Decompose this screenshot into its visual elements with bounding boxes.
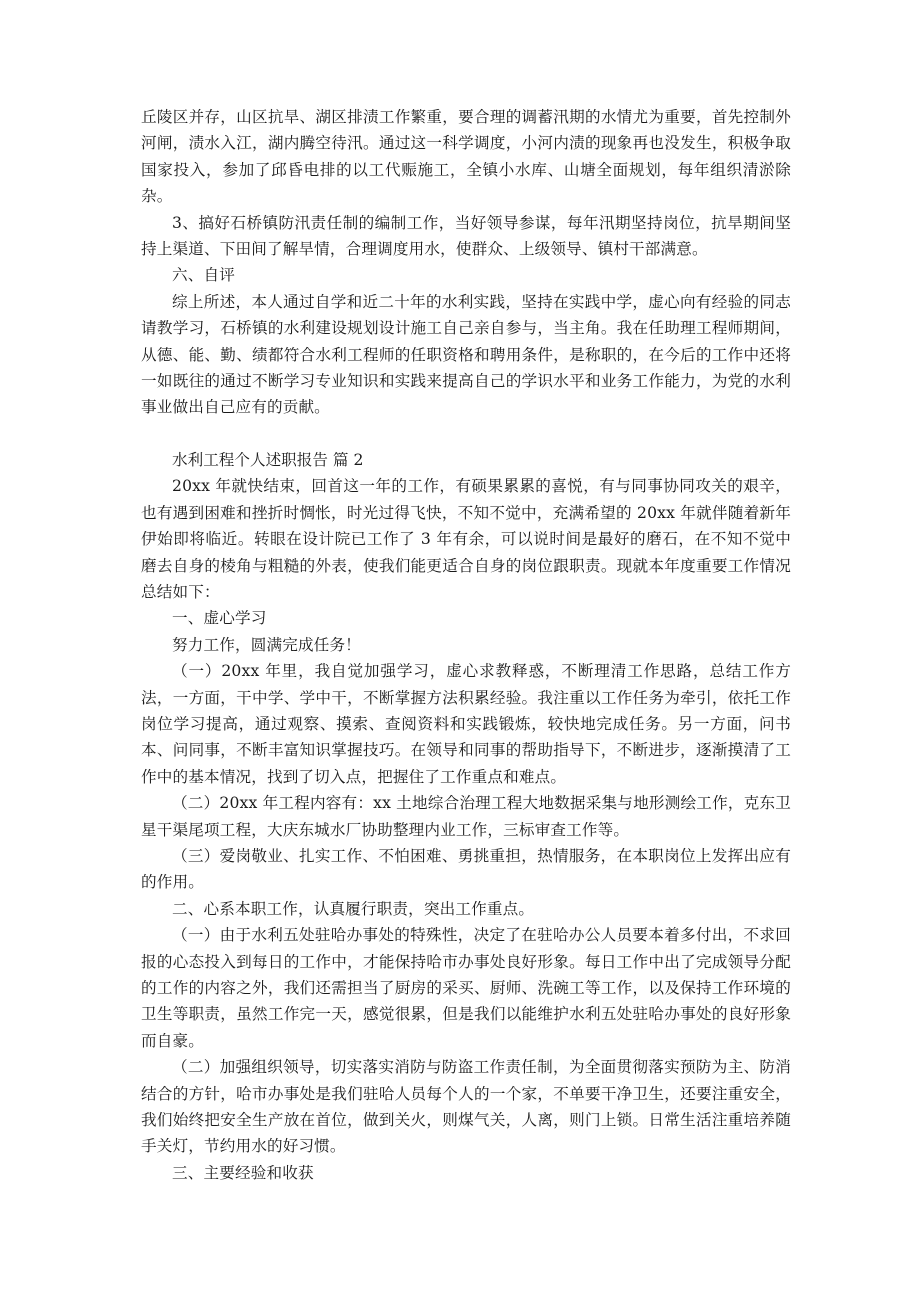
paragraph-duties-1: （一）由于水利五处驻哈办事处的特殊性，决定了在驻哈办公人员要本着多付出，不求回报的心态投入到每日的工作中，才能保持哈市办事处良好形象。每日工作中出了完成领导分配的工作的内容之外，我们还需担当了厨房的采买、厨师、洗碗工等工作，以及保持工作环境的卫生等职责，虽然工作完一天，感觉很累，但是我们以能维护水利五处驻哈办事处的良好形象而自豪。: [141, 926, 791, 1050]
paragraph-learning-1: （一）20xx 年里，我自觉加强学习，虚心求教释惑，不断理清工作思路，总结工作方法，一方面，干中学、学中干，不断掌握方法积累经验。我注重以工作任务为牵引，依托工作岗位学习提高，通过观察、摸索、查阅资料和实践锻炼，较快地完成任务。另一方面，问书本、问同事，不断丰富知识掌握技巧。在领导和同事的帮助指导下，不断进步，逐渐摸清了工作中的基本情况，找到了切入点，把握住了工作重点和难点。: [141, 662, 791, 786]
heading-experience: 三、主要经验和收获: [172, 1163, 314, 1182]
paragraph-summary: 综上所述，本人通过自学和近二十年的水利实践，坚持在实践中学，虚心向有经验的同志请教学习，石桥镇的水利建设规划设计施工自己亲自参与，当主角。我在任助理工程师期间，从德、能、勤、绩都符合水利工程师的任职资格和聘用条件，是称职的，在今后的工作中还将一如既往的通过不断学习专业知识和实践来提高自己的学识水平和业务工作能力，为党的水利事业做出自己应有的贡献。: [141, 292, 791, 417]
report-title-part-2: 水利工程个人述职报告 篇 2: [172, 450, 364, 469]
paragraph-intro: 20xx 年就快结束，回首这一年的工作，有硕果累累的喜悦，有与同事协同攻关的艰辛，也有遇到困难和挫折时惆怅，时光过得飞快，不知不觉中，充满希望的 20xx 年就伴随着新年伊始即将临近。转眼在设计院已工作了 3 年有余，可以说时间是最好的磨石，在不知不觉中磨去自身的棱角与粗糙的外表，使我们能更适合自身的岗位跟职责。现就本年度重要工作情况总结如下：: [141, 477, 791, 601]
paragraph-continuation: 丘陵区并存，山区抗旱、湖区排渍工作繁重，要合理的调蓄汛期的水情尤为重要，首先控制外河闸，渍水入江，湖内腾空待汛。通过这一科学调度，小河内渍的现象再也没发生，积极争取国家投入，参加了邱昏电排的以工代赈施工，全镇小水库、山塘全面规划，每年组织清淤除杂。: [141, 108, 791, 206]
heading-duties: 二、心系本职工作，认真履行职责，突出工作重点。: [172, 899, 535, 918]
document-page: [141, 104, 791, 1186]
paragraph-effort: 努力工作，圆满完成任务！: [172, 635, 361, 654]
section-gap: [141, 421, 791, 447]
heading-self-evaluation: 六、自评: [172, 266, 235, 285]
heading-learning: 一、虚心学习: [172, 609, 267, 628]
paragraph-learning-2: （二）20xx 年工程内容有：xx 土地综合治理工程大地数据采集与地形测绘工作，克东卫星干渠尾项工程，大庆东城水厂协助整理内业工作，三标审查工作等。: [141, 794, 791, 839]
paragraph-duties-2: （二）加强组织领导，切实落实消防与防盗工作责任制，为全面贯彻落实预防为主、防消结合的方针，哈市办事处是我们驻哈人员每个人的一个家，不单要干净卫生，还要注重安全，我们始终把安全生产放在首位，做到关火，则煤气关，人离，则门上锁。日常生活注重培养随手关灯，节约用水的好习惯。: [141, 1058, 791, 1156]
paragraph-learning-3: （三）爱岗敬业、扎实工作、不怕困难、勇挑重担，热情服务，在本职岗位上发挥出应有的作用。: [141, 846, 791, 892]
paragraph-item-3: 3、搞好石桥镇防汛责任制的编制工作，当好领导参谋，每年汛期坚持岗位，抗旱期间坚持上渠道、下田间了解旱情，合理调度用水，使群众、上级领导、镇村干部满意。: [141, 213, 791, 259]
